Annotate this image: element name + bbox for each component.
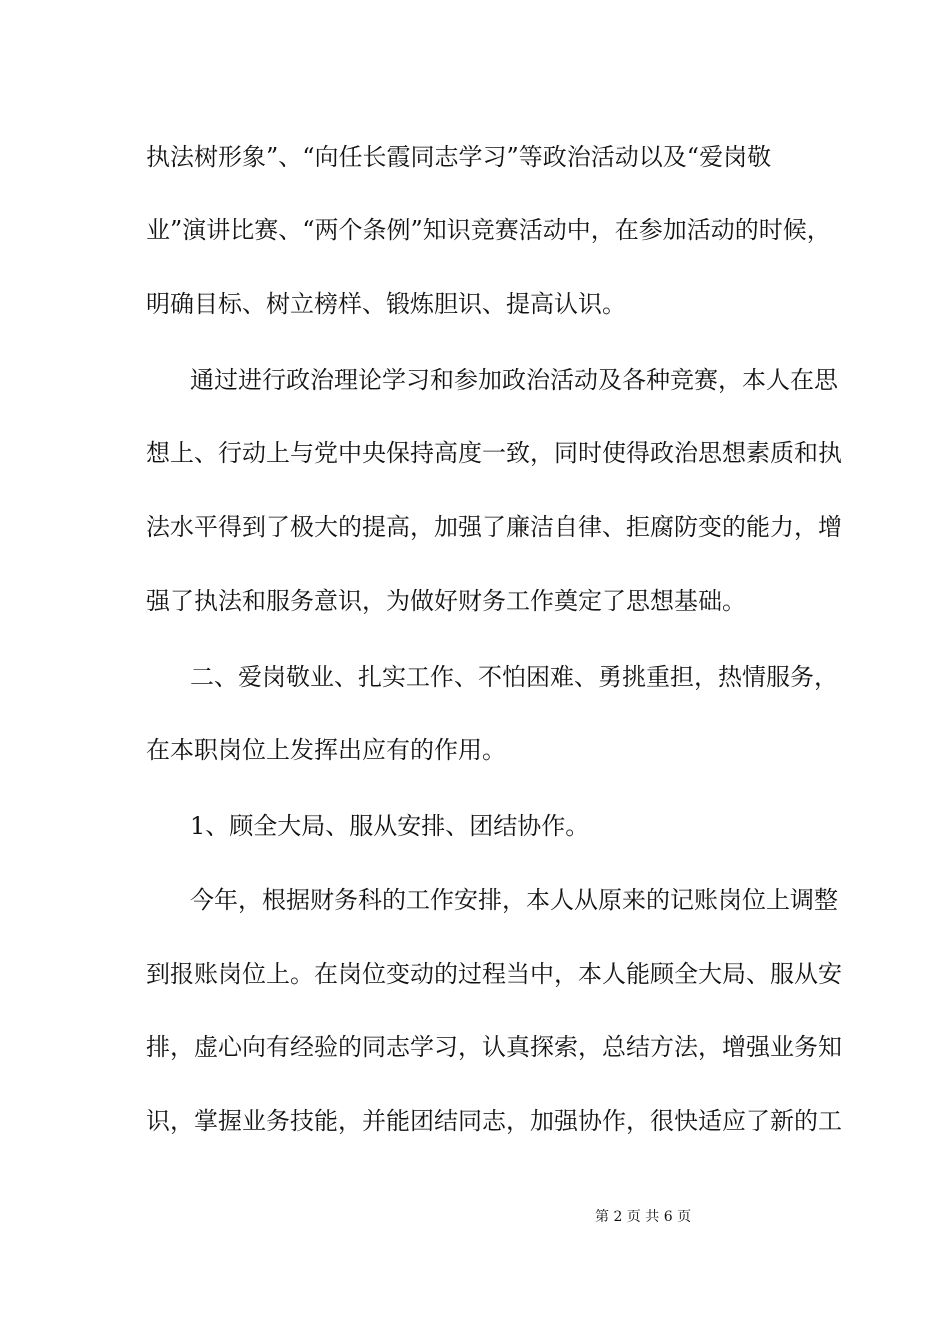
text-line-6: 法水平得到了极大的提高，加强了廉洁自律、拒腐防变的能力，增 [146,513,842,541]
page-number: 第 2 页 共 6 页 [595,1209,692,1225]
text-line-8: 二、爱岗敬业、扎实工作、不怕困难、勇挑重担，热情服务， [190,663,838,691]
text-line-3: 明确目标、树立榜样、锻炼胆识、提高认识。 [146,290,626,318]
text-line-10: 1、顾全大局、服从安排、团结协作。 [190,812,590,840]
text-line-4: 通过进行政治理论学习和参加政治活动及各种竞赛，本人在思 [190,366,838,394]
text-line-11: 今年，根据财务科的工作安排，本人从原来的记账岗位上调整 [190,886,838,914]
text-line-5: 想上、行动上与党中央保持高度一致，同时使得政治思想素质和执 [146,439,842,467]
text-line-7: 强了执法和服务意识，为做好财务工作奠定了思想基础。 [146,587,746,615]
text-line-12: 到报账岗位上。在岗位变动的过程当中，本人能顾全大局、服从安 [146,960,842,988]
text-line-2: 业”演讲比赛、“两个条例”知识竞赛活动中，在参加活动的时候， [146,216,831,244]
text-line-13: 排，虚心向有经验的同志学习，认真探索，总结方法，增强业务知 [146,1033,842,1061]
text-line-14: 识，掌握业务技能，并能团结同志，加强协作，很快适应了新的工 [146,1107,842,1135]
text-line-9: 在本职岗位上发挥出应有的作用。 [146,736,506,764]
text-line-1: 执法树形象”、“向任长霞同志学习”等政治活动以及“爱岗敬 [146,143,772,171]
